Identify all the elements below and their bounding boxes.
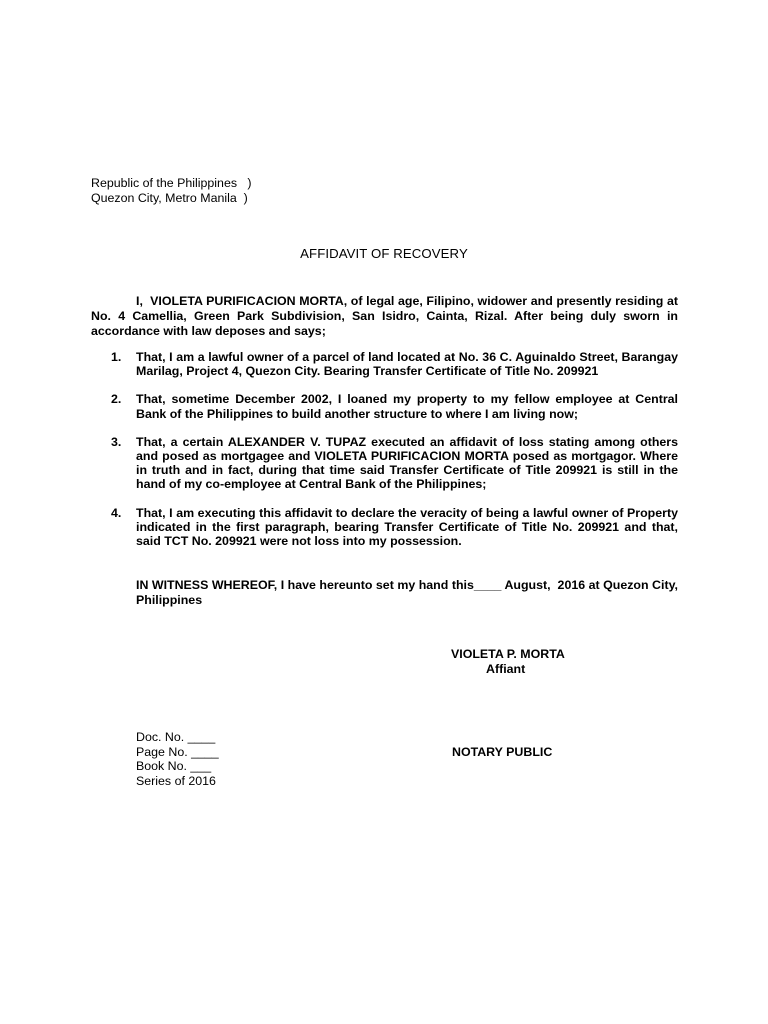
notary-public-label: NOTARY PUBLIC <box>452 745 553 759</box>
venue-city: Quezon City, Metro Manila ) <box>91 191 248 205</box>
clause-text: That, I am executing this affidavit to declare the veracity of being a lawful owner of Property indicated in the first paragraph, bearing Transfer Certificate of Title No. 209921 and that, said TCT No. 209921 were not loss into my possession. <box>136 505 678 549</box>
notary-reference-block <box>136 730 219 788</box>
document-title: AFFIDAVIT OF RECOVERY <box>300 246 468 261</box>
affiant-signature-block <box>451 647 565 676</box>
venue-block <box>91 176 251 206</box>
book-number: Book No. ___ <box>136 759 212 774</box>
clause-item <box>91 350 678 378</box>
affiant-role: Affiant <box>486 661 526 676</box>
doc-number: Doc. No. ____ <box>136 730 216 744</box>
clause-number: 3. <box>111 434 122 449</box>
clause-text: That, I am a lawful owner of a parcel of land located at No. 36 C. Aguinaldo Street, Barangay Marilag, Project 4, Quezon City. Bearing Transfer Certificate of Title No. 209921 <box>136 350 678 379</box>
intro-paragraph: I, VIOLETA PURIFICACION MORTA, of legal age, Filipino, widower and presently residing at No. 4 Camellia, Green Park Subdivision, San Isidro, Cainta, Rizal. After being duly sworn in accordance with law deposes and says; <box>91 294 682 338</box>
clause-number: 4. <box>111 505 122 520</box>
page-number: Page No. ____ <box>136 744 219 759</box>
clause-list <box>91 350 678 548</box>
clause-item <box>91 435 678 492</box>
series-year: Series of 2016 <box>136 773 216 788</box>
clause-item <box>91 392 678 420</box>
clause-item <box>91 506 678 549</box>
clause-text: That, sometime December 2002, I loaned my property to my fellow employee at Central Bank of the Philippines to build another structure to where I am living now; <box>136 392 678 421</box>
affiant-name: VIOLETA P. MORTA <box>451 647 565 661</box>
clause-number: 1. <box>111 350 122 364</box>
witness-paragraph: IN WITNESS WHEREOF, I have hereunto set my hand this____ August, 2016 at Quezon City, Philippines <box>136 578 682 607</box>
clause-number: 2. <box>111 392 122 407</box>
venue-country: Republic of the Philippines ) <box>91 176 252 190</box>
clause-text: That, a certain ALEXANDER V. TUPAZ executed an affidavit of loss stating among others and posed as mortgagee and VIOLETA PURIFICACION MORTA posed as mortgagor. Where in truth and in fact, during that time said Transfer Certificate of Title 209921 is still in the hand of my co-employee at Central Bank of the Philippines; <box>136 434 678 492</box>
